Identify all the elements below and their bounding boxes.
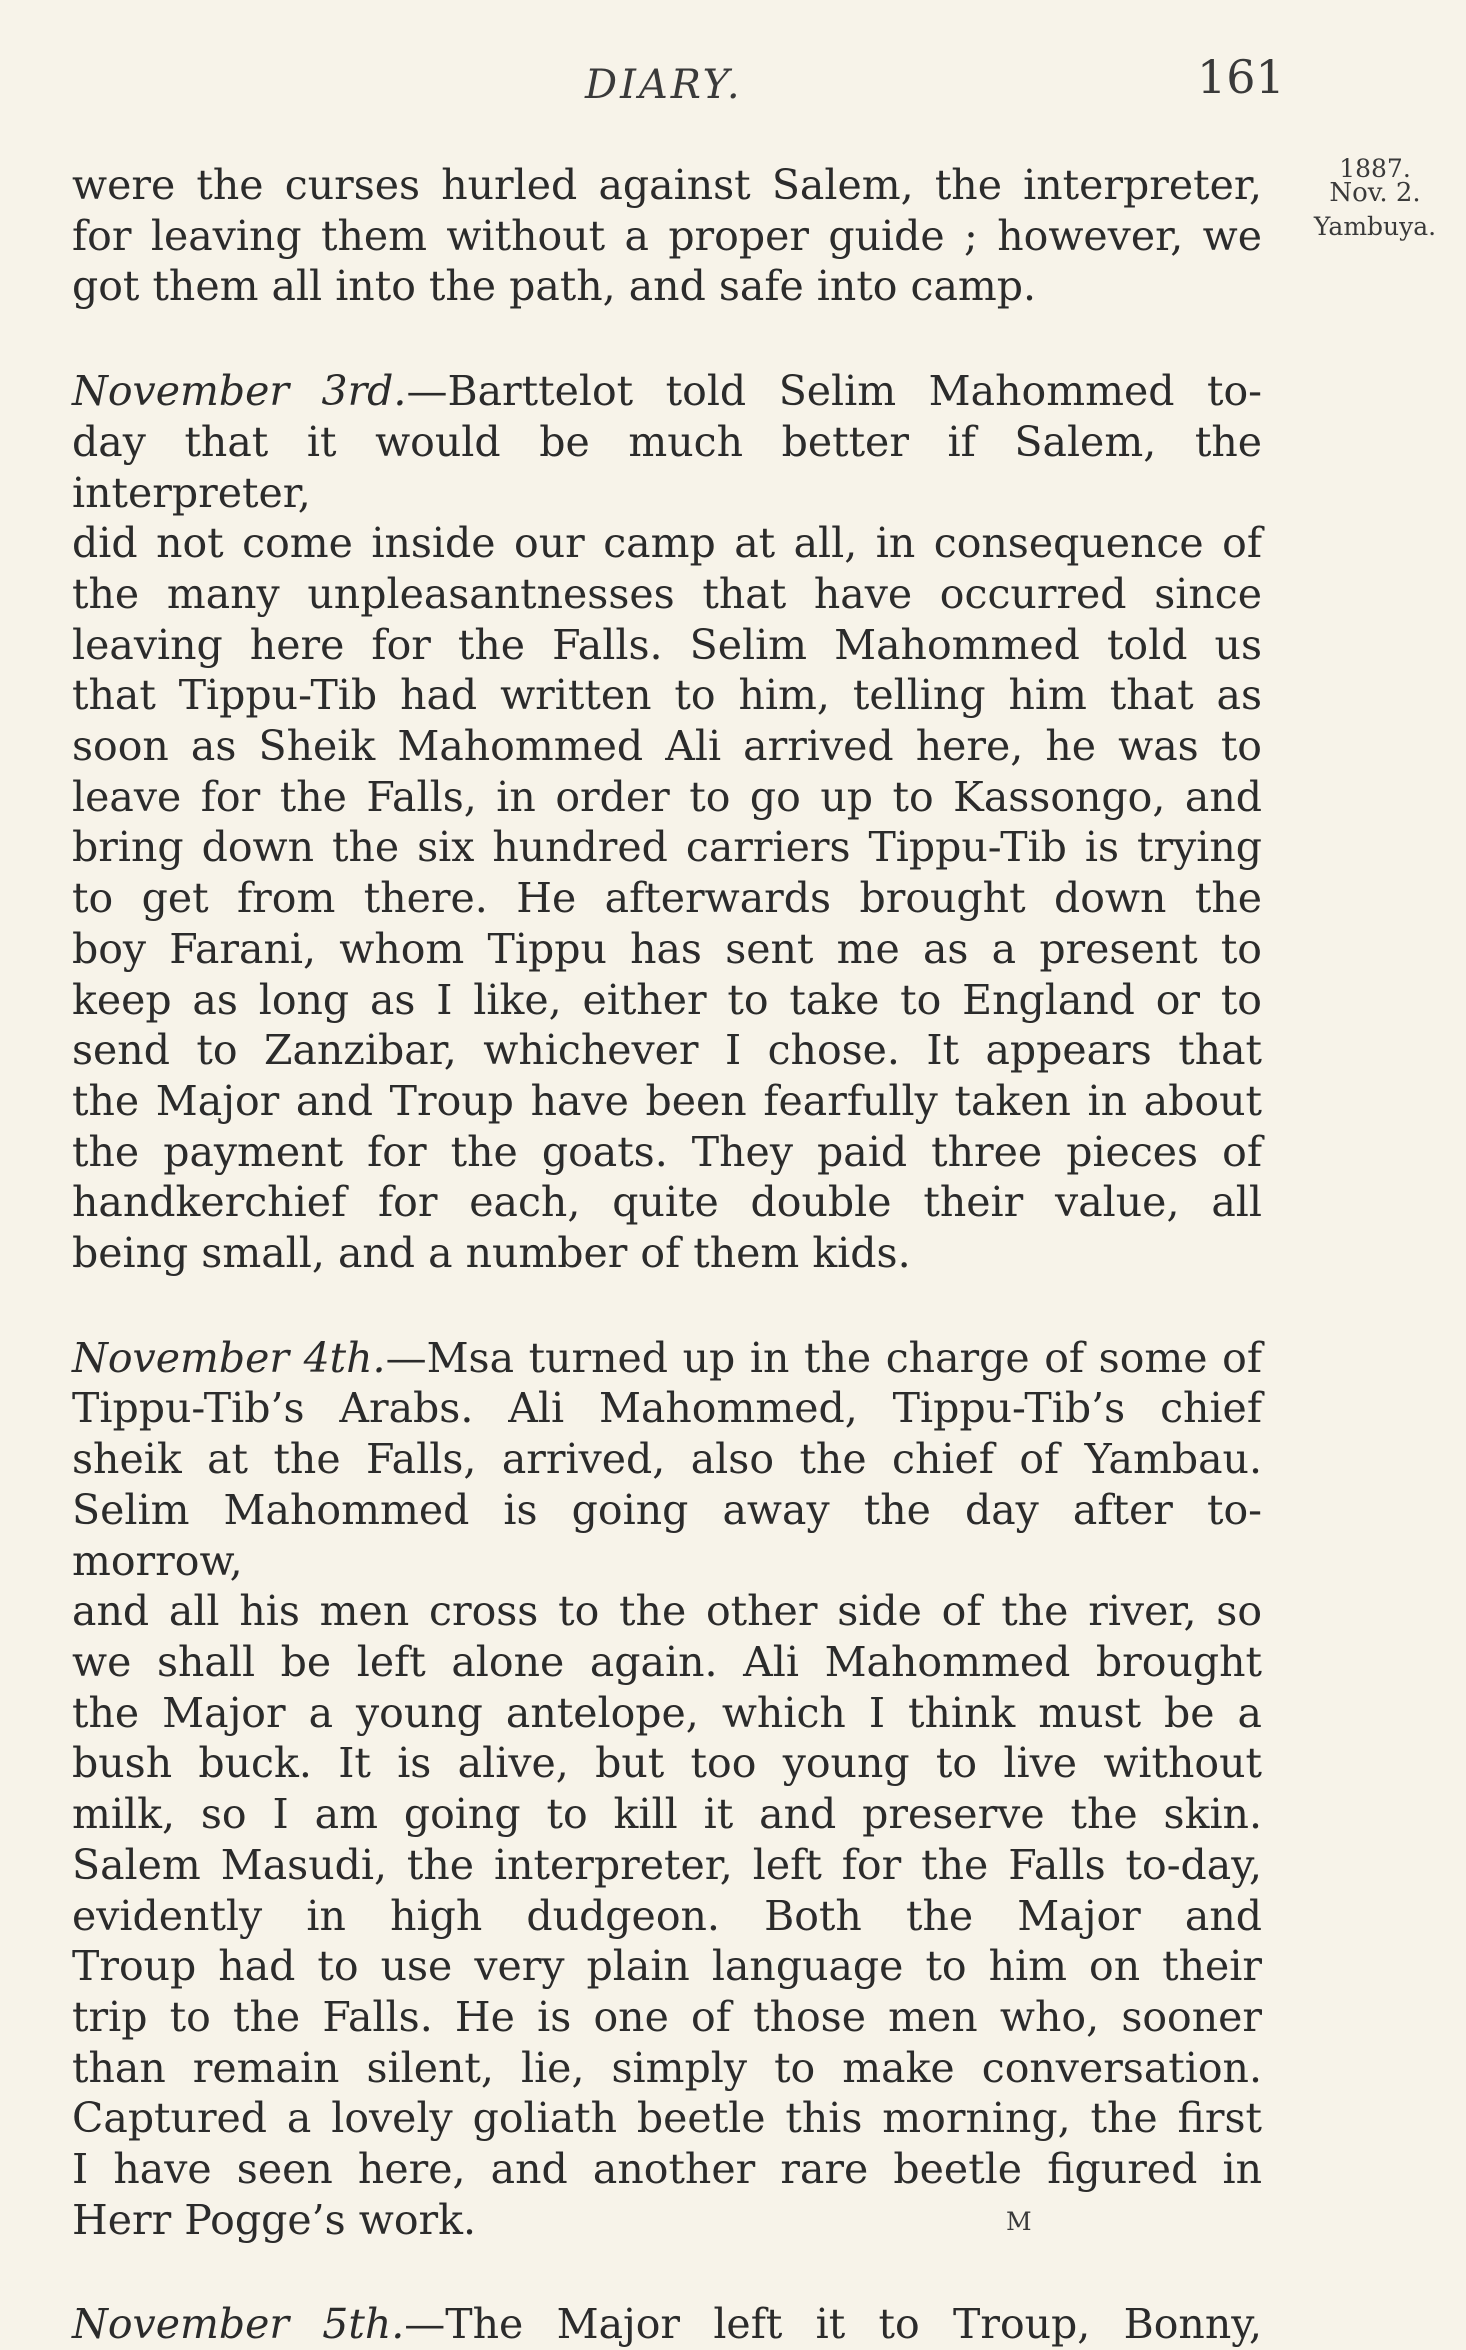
text-line: got them all into the path, and safe into camp. xyxy=(72,262,1037,311)
text-line: leave for the Falls, in order to go up to Kassongo, and xyxy=(72,772,1262,821)
entry-date: November 3rd. xyxy=(72,367,407,416)
paragraph-november-4th xyxy=(72,1333,1262,2246)
text-line: evidently in high dudgeon. Both the Major and xyxy=(72,1891,1262,1940)
text-line: and all his men cross to the other side of the river, so xyxy=(72,1587,1262,1636)
text-line: November 4th.—Msa turned up in the charge of some of xyxy=(72,1333,1262,1382)
entry-date: November 4th. xyxy=(72,1333,386,1382)
text-line: to get from there. He afterwards brought down the xyxy=(72,874,1262,923)
paragraph-november-3rd xyxy=(72,366,1262,1279)
text-line: Salem Masudi, the interpreter, left for the Falls to-day, xyxy=(72,1840,1262,1889)
text-line: than remain silent, lie, simply to make conversation. xyxy=(72,2043,1262,2092)
text-line: November 3rd.—Barttelot told Selim Mahommed to- xyxy=(72,367,1263,416)
text-line: soon as Sheik Mahommed Ali arrived here, he was to xyxy=(72,722,1262,771)
text-line: handkerchief for each, quite double their value, all xyxy=(72,1178,1262,1227)
text-line: send to Zanzibar, whichever I chose. It appears that xyxy=(72,1026,1262,1075)
text-line: being small, and a number of them kids. xyxy=(72,1229,911,1278)
diary-body xyxy=(72,160,1262,2350)
text-line: Selim Mahommed is going away the day after to-morrow, xyxy=(72,1485,1262,1585)
text-line: November 5th.—The Major left it to Troup, Bonny, xyxy=(72,2300,1262,2349)
text-line: boy Farani, whom Tippu has sent me as a present to xyxy=(72,924,1262,973)
text-line: for leaving them without a proper guide ; however, we xyxy=(72,211,1262,260)
text-line: milk, so I am going to kill it and preserve the skin. xyxy=(72,1790,1262,1839)
entry-date: November 5th. xyxy=(72,2300,405,2349)
text-line: keep as long as I like, either to take to England or to xyxy=(72,975,1262,1024)
signature-mark: M xyxy=(1006,2207,1034,2236)
text-line: the payment for the goats. They paid three pieces of xyxy=(72,1127,1262,1176)
text-line: leaving here for the Falls. Selim Mahommed told us xyxy=(72,620,1262,669)
text-line: bush buck. It is alive, but too young to live without xyxy=(72,1739,1262,1788)
margin-note-date: Nov. 2. xyxy=(1329,178,1421,208)
text-line: day that it would be much better if Salem, the interpreter, xyxy=(72,417,1262,517)
text-line: sheik at the Falls, arrived, also the chief of Yambau. xyxy=(72,1435,1262,1484)
running-header-title: DIARY. xyxy=(585,62,743,108)
text-line: bring down the six hundred carriers Tippu-Tib is trying xyxy=(72,823,1262,872)
text-line: we shall be left alone again. Ali Mahommed brought xyxy=(72,1637,1262,1686)
page-number: 161 xyxy=(1197,50,1285,104)
text-line: the Major and Troup have been fearfully taken in about xyxy=(72,1076,1262,1125)
text-line: trip to the Falls. He is one of those men who, sooner xyxy=(72,1992,1262,2041)
margin-note xyxy=(1290,154,1460,241)
text-line: did not come inside our camp at all, in consequence of xyxy=(72,519,1262,568)
margin-note-place: Yambuya. xyxy=(1313,212,1437,241)
text-line: Tippu-Tib’s Arabs. Ali Mahommed, Tippu-Tib’s chief xyxy=(72,1384,1262,1433)
text-line: Herr Pogge’s work. xyxy=(72,2195,476,2244)
text-line: the Major a young antelope, which I think must be a xyxy=(72,1688,1262,1737)
text-line: were the curses hurled against Salem, the interpreter, xyxy=(72,161,1262,209)
paragraph-november-5th xyxy=(72,2299,1262,2350)
text-line: that Tippu-Tib had written to him, telling him that as xyxy=(72,671,1262,720)
text-line: the many unpleasantnesses that have occurred since xyxy=(72,569,1262,618)
paragraph-continuation xyxy=(72,160,1262,312)
text-line: I have seen here, and another rare beetle figured in xyxy=(72,2145,1262,2194)
text-line: Troup had to use very plain language to him on their xyxy=(72,1942,1262,1991)
margin-note-year: 1887. xyxy=(1339,154,1411,183)
text-line: Captured a lovely goliath beetle this morning, the first xyxy=(72,2094,1262,2143)
